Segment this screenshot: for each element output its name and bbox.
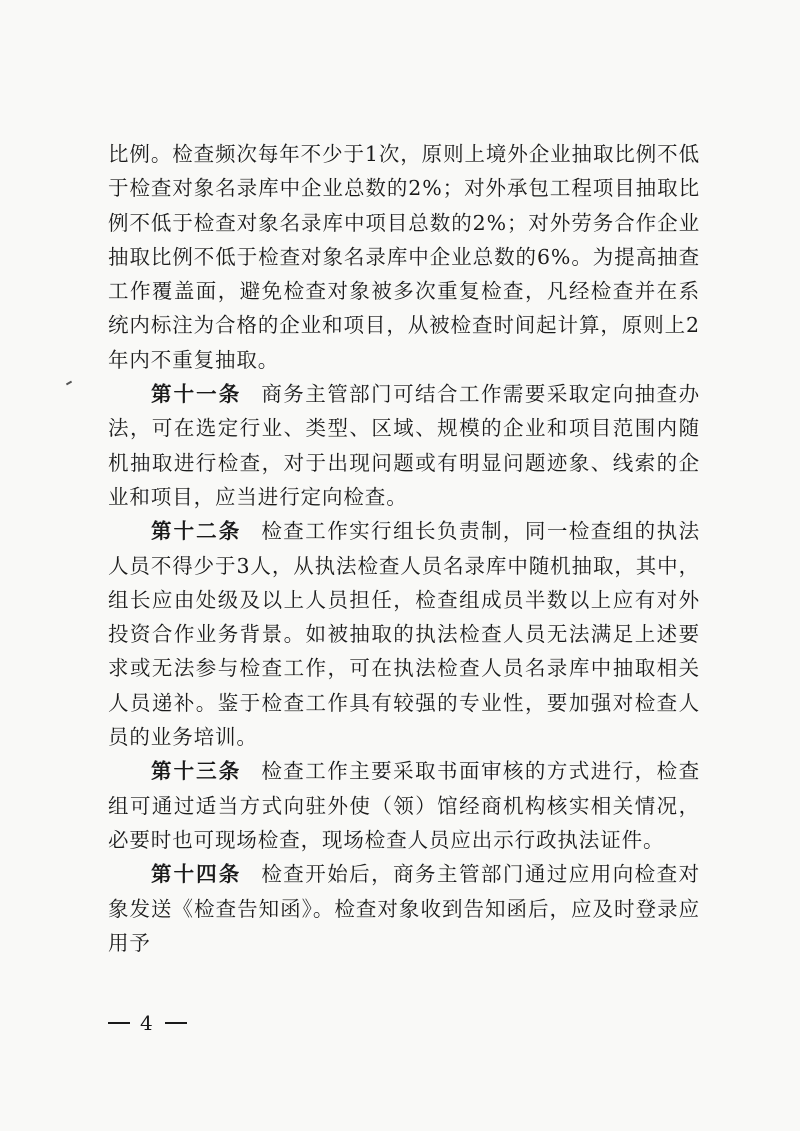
paragraph-text: 检查工作主要采取书面审核的方式进行，检查组可通过适当方式向驻外使（领）馆经商机构核实相关情况，必要时也可现场检查，现场检查人员应出示行政执法证件。 [108, 759, 701, 852]
article-number: 第十二条 [151, 519, 242, 544]
dash-right [165, 1022, 187, 1023]
paragraph-text: 商务主管部门可结合工作需要采取定向抽查办法，可在选定行业、类型、区域、规模的企业和项目范围内随机抽取进行检查，对于出现问题或有明显问题迹象、线索的企业和项目，应当进行定向检查。 [108, 382, 701, 509]
document-body [108, 137, 700, 960]
paragraph-text: 比例。检查频次每年不少于1次，原则上境外企业抽取比例不低于检查对象名录库中企业总数的2%；对外承包工程项目抽取比例不低于检查对象名录库中项目总数的2%；对外劳务合作企业抽取比例不低于检查对象名录库中企业总数的6%。为提高抽查工作覆盖面，避免检查对象被多次重复检查，凡经检查并在系统内标注为合格的企业和项目，从被检查时间起计算，原则上2年内不重复抽取。 [108, 142, 700, 372]
paragraph-article-14 [108, 857, 700, 960]
scan-mark [66, 381, 72, 386]
article-number: 第十三条 [151, 759, 242, 784]
paragraph-article-13 [108, 754, 700, 857]
article-number: 第十一条 [151, 382, 242, 407]
dash-left [108, 1022, 130, 1023]
paragraph-article-12 [108, 514, 700, 754]
page-number-value: 4 [140, 1011, 155, 1035]
paragraph-article-11 [108, 377, 700, 514]
paragraph-continuation [108, 137, 700, 377]
article-number: 第十四条 [151, 862, 242, 887]
paragraph-text: 检查开始后，商务主管部门通过应用向检查对象发送《检查告知函》。检查对象收到告知函后，应及时登录应用予 [108, 862, 701, 955]
page-number [108, 1011, 187, 1035]
paragraph-text: 检查工作实行组长负责制，同一检查组的执法人员不得少于3人，从执法检查人员名录库中随机抽取，其中，组长应由处级及以上人员担任，检查组成员半数以上应有对外投资合作业务背景。如被抽取的执法检查人员无法满足上述要求或无法参与检查工作，可在执法检查人员名录库中抽取相关人员递补。鉴于检查工作具有较强的专业性，要加强对检查人员的业务培训。 [108, 519, 701, 750]
